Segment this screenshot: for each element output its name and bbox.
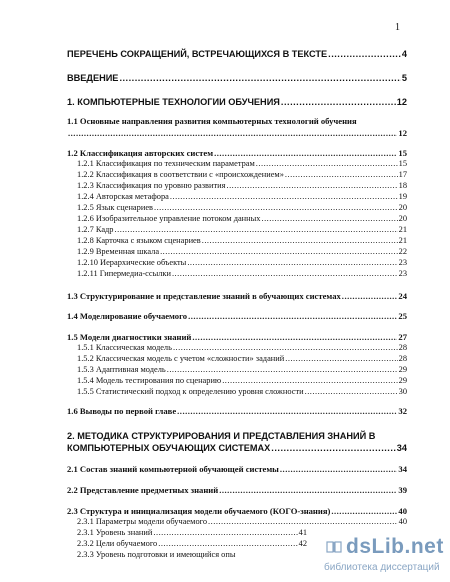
toc-leader <box>167 365 398 374</box>
toc-leader <box>173 343 398 352</box>
toc-leader <box>222 376 397 385</box>
toc-entry-page: 40 <box>398 517 407 526</box>
toc-entry-title: 2.3 Структура и инициализация модели обучаемого (КОГО-знания) <box>67 506 331 516</box>
toc-leader <box>68 128 397 138</box>
toc-leader <box>342 291 398 301</box>
toc-leader <box>158 539 297 548</box>
toc-entry-2-3-3[interactable] <box>77 550 235 559</box>
toc-entry-title: 1.5.3 Адаптивная модель <box>77 365 166 374</box>
toc-entry-page: 15 <box>398 159 407 168</box>
toc-leader <box>219 485 397 495</box>
toc-entry-page: 25 <box>398 311 407 321</box>
toc-entry-title: 1. КОМПЬЮТЕРНЫЕ ТЕХНОЛОГИИ ОБУЧЕНИЯ <box>67 97 280 107</box>
toc-entry-page: 34 <box>398 464 407 474</box>
toc-entry-2-3-2[interactable] <box>77 539 307 548</box>
toc-entry-title: 1.6 Выводы по первой главе <box>67 406 177 416</box>
toc-leader <box>170 192 398 201</box>
toc-entry-page: 20 <box>398 214 407 223</box>
toc-entry-1-2-10[interactable] <box>77 258 407 267</box>
toc-entry-title: 1.5.1 Классическая модель <box>77 343 172 352</box>
toc-entry-1-5-3[interactable] <box>77 365 407 374</box>
toc-leader <box>305 387 398 396</box>
toc-entry-chapter-1[interactable] <box>67 97 407 107</box>
toc-entry-title: 1.2.8 Карточка с языком сценариев <box>77 236 201 245</box>
toc-entry-1-1[interactable] <box>67 116 357 126</box>
toc-leader <box>153 528 297 537</box>
toc-entry-introduction[interactable] <box>67 73 407 83</box>
book-icon <box>326 539 342 555</box>
toc-entry-page: 32 <box>398 406 407 416</box>
toc-entry-abbreviations[interactable] <box>67 49 407 59</box>
toc-entry-title: 1.2.10 Иерархические объекты <box>77 258 187 267</box>
toc-entry-1-2-2[interactable] <box>77 170 407 179</box>
toc-entry-page: 34 <box>396 443 407 453</box>
toc-entry-chapter-2[interactable] <box>67 431 375 441</box>
toc-entry-page: 18 <box>398 181 407 190</box>
toc-leader <box>192 332 397 342</box>
toc-entry-1-5-5[interactable] <box>77 387 407 396</box>
toc-entry-1-2-6[interactable] <box>77 214 407 223</box>
toc-leader <box>119 73 400 83</box>
toc-entry-page: 21 <box>398 236 407 245</box>
toc-entry-page: 23 <box>398 258 407 267</box>
toc-entry-page: 42 <box>298 539 307 548</box>
toc-entry-1-2[interactable] <box>67 148 407 158</box>
toc-entry-1-6[interactable] <box>67 406 407 416</box>
toc-entry-page: 12 <box>396 97 407 107</box>
toc-entry-page: 12 <box>398 128 407 138</box>
toc-entry-title: 1.5.2 Классическая модель с учетом «сложности» заданий <box>77 354 285 363</box>
toc-entry-2-3-1b[interactable] <box>77 528 307 537</box>
toc-leader <box>177 406 397 416</box>
toc-entry-2-1[interactable] <box>67 464 407 474</box>
toc-entry-title: ВВЕДЕНИЕ <box>67 73 119 83</box>
toc-entry-2-3-1[interactable] <box>77 517 407 526</box>
toc-entry-2-3[interactable] <box>67 506 407 516</box>
toc-entry-page: 5 <box>401 73 407 83</box>
toc-entry-1-2-7[interactable] <box>77 225 407 234</box>
toc-leader <box>280 464 398 474</box>
toc-entry-page: 20 <box>398 203 407 212</box>
toc-entry-title: 2.2 Представление предметных знаний <box>67 485 219 495</box>
toc-entry-page: 21 <box>398 225 407 234</box>
toc-entry-page: 15 <box>398 148 407 158</box>
toc-leader <box>328 49 401 59</box>
toc-entry-1-2-3[interactable] <box>77 181 407 190</box>
toc-leader <box>281 97 396 107</box>
toc-entry-title-line2: КОМПЬЮТЕРНЫХ ОБУЧАЮЩИХ СИСТЕМАХ <box>67 443 271 453</box>
toc-leader <box>271 443 395 453</box>
toc-entry-title: 1.2.3 Классификация по уровню развития <box>77 181 226 190</box>
toc-entry-title: 1.2.2 Классификация в соответствии с «происхождением» <box>77 170 284 179</box>
toc-entry-title: 1.2.7 Кадр <box>77 225 114 234</box>
dslib-watermark <box>300 535 450 582</box>
toc-leader <box>285 354 397 363</box>
toc-leader <box>188 311 397 321</box>
toc-entry-page: 29 <box>398 365 407 374</box>
toc-leader <box>115 225 398 234</box>
toc-entry-title: 2.3.1 Уровень знаний <box>77 528 153 537</box>
toc-leader <box>256 159 398 168</box>
toc-entry-1-3[interactable] <box>67 291 407 301</box>
toc-entry-title: 1.4 Моделирование обучаемого <box>67 311 188 321</box>
watermark-subtitle: библиотека диссертаций <box>324 562 440 573</box>
toc-entry-page: 27 <box>398 332 407 342</box>
toc-entry-title: 1.1 Основные направления развития компьютерных технологий обучения <box>67 116 357 126</box>
toc-entry-page: 39 <box>398 485 407 495</box>
toc-entry-page: 24 <box>398 291 407 301</box>
toc-entry-1-1-cont <box>67 128 407 138</box>
toc-entry-title: 2.1 Состав знаний компьютерной обучающей системы <box>67 464 279 474</box>
toc-entry-chapter-2-cont <box>67 443 407 453</box>
toc-entry-1-5-1[interactable] <box>77 343 407 352</box>
toc-leader <box>172 269 398 278</box>
toc-entry-page: 22 <box>398 247 407 256</box>
toc-entry-title: 1.3 Структурирование и представление знаний в обучающих системах <box>67 291 341 301</box>
toc-entry-page: 28 <box>398 343 407 352</box>
toc-entry-2-2[interactable] <box>67 485 407 495</box>
toc-entry-1-2-4[interactable] <box>77 192 407 201</box>
toc-entry-title: 1.5.5 Статистический подход к определению уровня сложности <box>77 387 304 396</box>
toc-entry-page: 29 <box>398 376 407 385</box>
toc-entry-title: 2.3.1 Параметры модели обучаемого <box>77 517 208 526</box>
toc-entry-1-2-8[interactable] <box>77 236 407 245</box>
toc-leader <box>214 148 397 158</box>
toc-entry-page: 4 <box>401 49 407 59</box>
toc-entry-1-2-11[interactable] <box>77 269 407 278</box>
toc-entry-title: 2.3.3 Уровень подготовки и имеющийся опы <box>77 550 236 559</box>
toc-entry-title: 1.2.1 Классификация по техническим параметрам <box>77 159 255 168</box>
toc-leader <box>187 258 397 267</box>
watermark-logo: dsLib.net <box>346 535 444 558</box>
page-number: 1 <box>395 22 400 33</box>
toc-entry-title: 1.5 Модели диагностики знаний <box>67 332 192 342</box>
toc-leader <box>226 181 397 190</box>
toc-entry-1-5[interactable] <box>67 332 407 342</box>
toc-entry-title: 2. МЕТОДИКА СТРУКТУРИРОВАНИЯ И ПРЕДСТАВЛЕНИЯ ЗНАНИЙ В <box>67 431 376 441</box>
toc-entry-1-2-5[interactable] <box>77 203 407 212</box>
toc-entry-title: 1.2.9 Временная шкала <box>77 247 160 256</box>
toc-entry-1-2-9[interactable] <box>77 247 407 256</box>
toc-leader <box>202 236 398 245</box>
toc-entry-page: 28 <box>398 354 407 363</box>
toc-entry-page: 19 <box>398 192 407 201</box>
toc-leader <box>285 170 398 179</box>
toc-entry-title: 2.3.2 Цели обучаемого <box>77 539 158 548</box>
toc-leader <box>154 203 398 212</box>
toc-leader <box>261 214 397 223</box>
toc-entry-page: 30 <box>398 387 407 396</box>
toc-entry-title: 1.2.4 Авторская метафора <box>77 192 169 201</box>
toc-entry-page: 23 <box>398 269 407 278</box>
toc-entry-page: 17 <box>398 170 407 179</box>
toc-entry-title: 1.2.11 Гипермедиа-ссылки <box>77 269 171 278</box>
toc-entry-title: 1.5.4 Модель тестирования по сценарию <box>77 376 222 385</box>
toc-entry-page: 40 <box>398 506 407 516</box>
toc-leader <box>331 506 397 516</box>
toc-leader <box>208 517 398 526</box>
toc-entry-1-2-1[interactable] <box>77 159 407 168</box>
toc-entry-title: 1.2 Классификация авторских систем <box>67 148 214 158</box>
toc-entry-1-5-2[interactable] <box>77 354 407 363</box>
toc-entry-page: 41 <box>298 528 307 537</box>
toc-leader <box>160 247 398 256</box>
toc-entry-1-5-4[interactable] <box>77 376 407 385</box>
toc-entry-title: 1.2.6 Изобразительное управление потоком данных <box>77 214 261 223</box>
toc-entry-title: 1.2.5 Язык сценариев <box>77 203 153 212</box>
toc-entry-title: ПЕРЕЧЕНЬ СОКРАЩЕНИЙ, ВСТРЕЧАЮЩИХСЯ В ТЕКСТЕ <box>67 49 328 59</box>
toc-entry-1-4[interactable] <box>67 311 407 321</box>
